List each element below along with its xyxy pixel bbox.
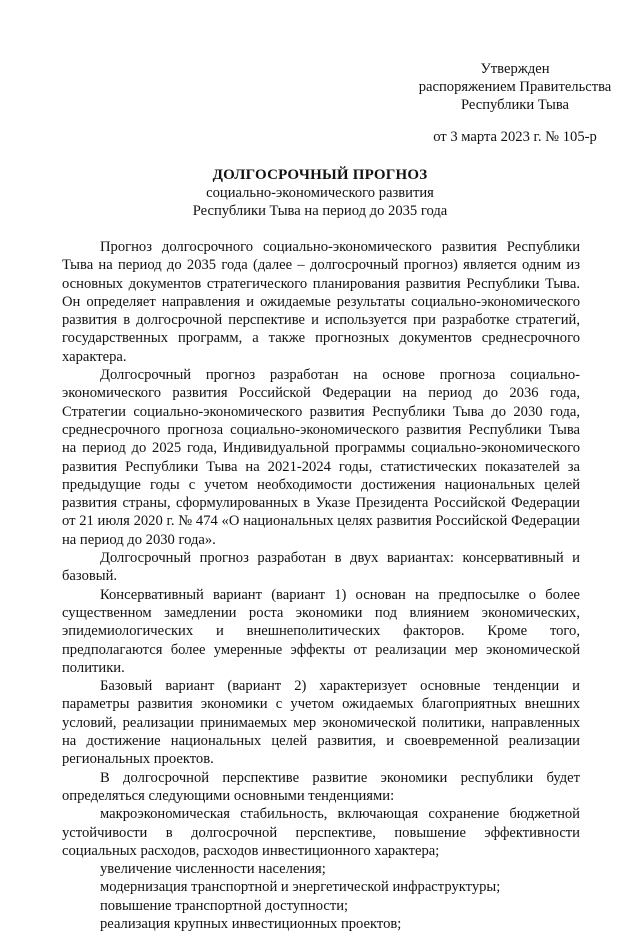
paragraph-variants: Долгосрочный прогноз разработан в двух вариантах: консервативный и базовый. — [62, 550, 580, 585]
approval-line-order: распоряжением Правительства — [418, 79, 612, 95]
approval-line-approved: Утвержден — [480, 61, 550, 77]
document-subtitle-2: Республики Тыва на период до 2035 года — [192, 203, 448, 219]
approval-date: от 3 марта 2023 г. № 105-р — [433, 129, 597, 145]
document-title: ДОЛГОСРОЧНЫЙ ПРОГНОЗ — [212, 167, 428, 183]
paragraph-base: Базовый вариант (вариант 2) характеризует основные тенденции и параметры развития экономики с учетом ожидаемых благоприятных внешних условий, реализации принимаемых мер экономической политики, направленных на достижение национальных целей развития, и своевременной реализации региональных проектов. — [62, 678, 580, 768]
document-subtitle-1: социально-экономического развития — [206, 185, 434, 201]
list-item-macro-stability: макроэкономическая стабильность, включающая сохранение бюджетной устойчивости в долгосрочной перспективе, повышение эффективности социальных расходов, расходов инвестиционного характера; — [62, 806, 580, 859]
paragraph-intro: Прогноз долгосрочного социально-экономического развития Республики Тыва на период до 2035 года (далее – долгосрочный прогноз) является одним из основных документов стратегического планирования развития Республики Тыва. Он определяет направления и ожидаемые результаты социально-экономического развития в долгосрочной перспективе и используется при разработке стратегий, государственных программ, а также прогнозных документов среднесрочного характера. — [62, 239, 580, 365]
list-item-investment-projects: реализация крупных инвестиционных проектов; — [100, 915, 402, 932]
paragraph-conservative: Консервативный вариант (вариант 1) основан на предпосылке о более существенном замедлении роста экономики под влиянием экономических, эпидемиологических и внешнеполитических факторов. Кроме того, предполагаются более умеренные эффекты от реализации мер экономической политики. — [62, 586, 580, 676]
document-title-block — [60, 166, 580, 220]
list-item-transport-access: повышение транспортной доступности; — [100, 897, 349, 914]
paragraph-basis: Долгосрочный прогноз разработан на основе прогноза социально-экономического развития Российской Федерации на период до 2036 года, Стратегии социально-экономического развития Республики Тыва до 2030 года, среднесрочного прогноза социально-экономического развития Республики Тыва на период до 2025 года, Индивидуальной программы социально-экономического развития Республики Тыва на 2021-2024 годы, статистических показателей за предыдущие годы с учетом необходимости достижения национальных целей развития страны, сформулированных в Указе Президента Российской Федерации от 21 июля 2020 г. № 474 «О национальных целях развития Российской Федерации на период до 2030 года». — [62, 367, 580, 548]
approval-block — [410, 60, 620, 146]
paragraph-trends: В долгосрочной перспективе развитие экономики республики будет определяться следующими основными тенденциями: — [62, 769, 580, 804]
list-item-infrastructure: модернизация транспортной и энергетической инфраструктуры; — [100, 879, 501, 896]
approval-line-republic: Республики Тыва — [460, 97, 570, 113]
document-body — [62, 238, 580, 933]
list-item-population: увеличение численности населения; — [100, 861, 326, 878]
